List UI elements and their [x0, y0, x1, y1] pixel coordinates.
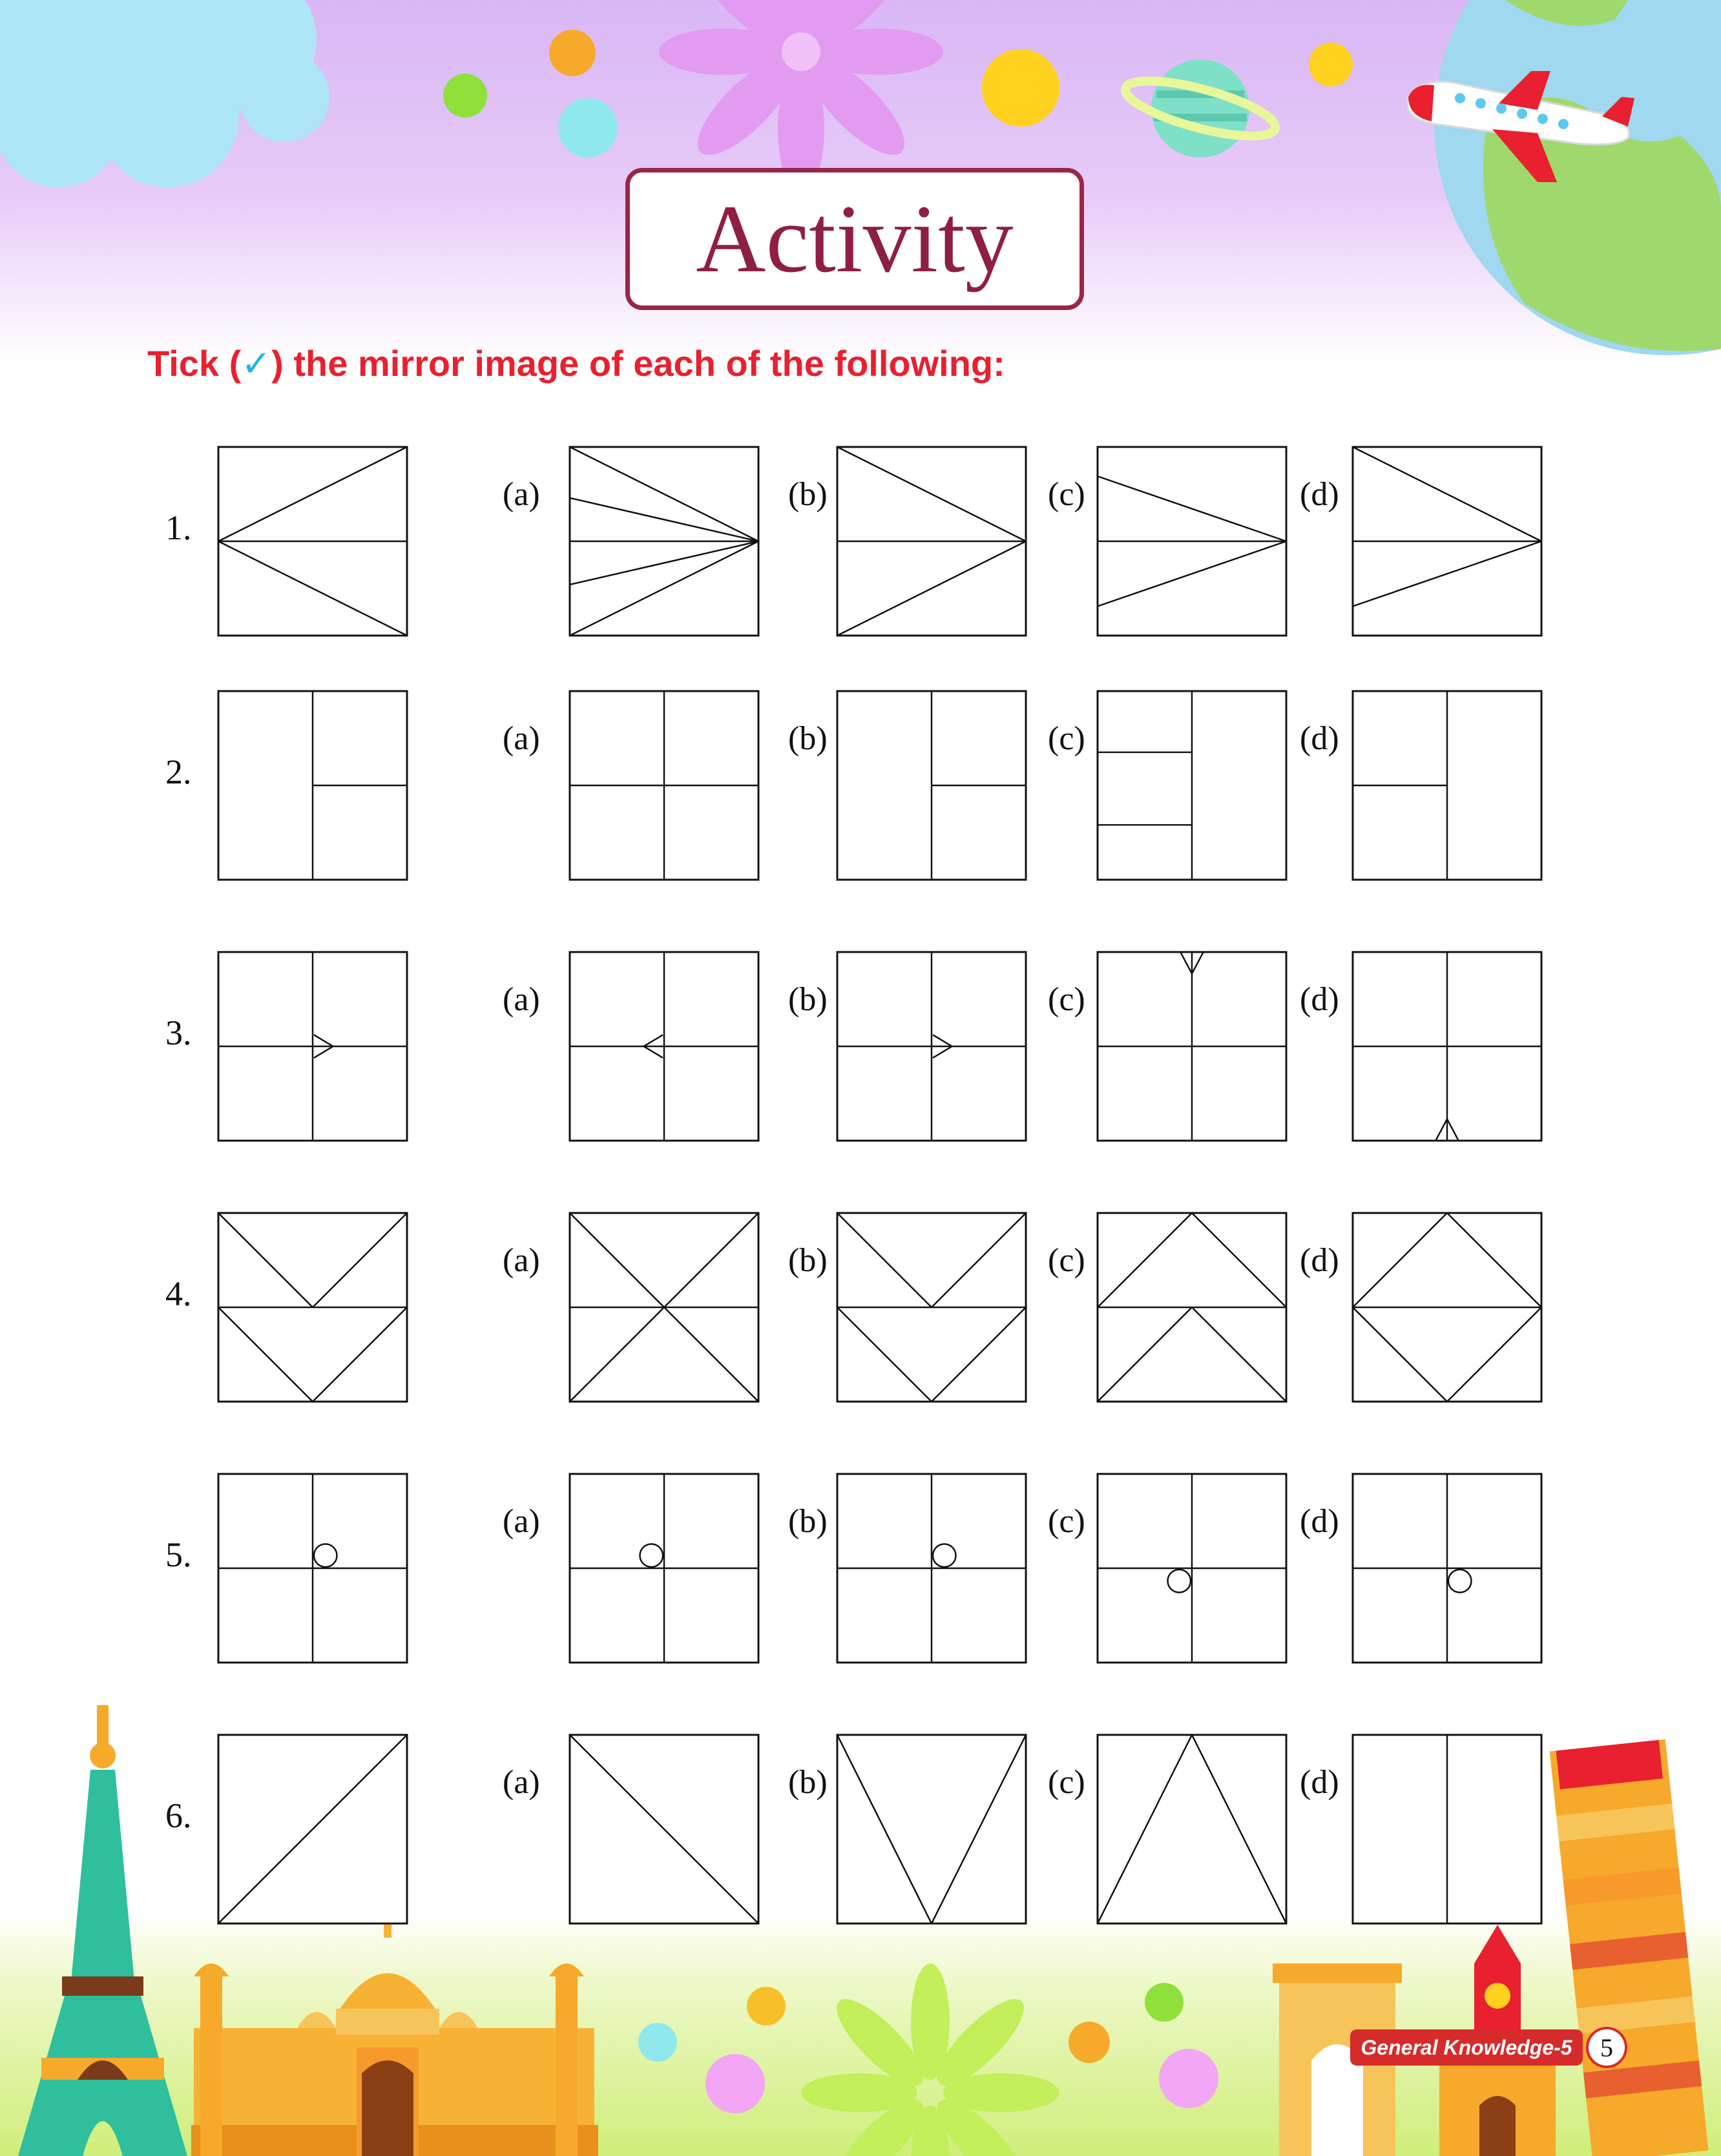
question-number: 2. [165, 752, 192, 791]
question-figure[interactable] [217, 446, 408, 637]
page-number: 5 [1586, 2027, 1627, 2068]
option-figure[interactable] [568, 1734, 760, 1925]
option-figure[interactable] [836, 1212, 1027, 1403]
option-figure[interactable] [568, 1212, 760, 1403]
question-number: 3. [165, 1013, 192, 1052]
figure-circle [640, 1544, 663, 1568]
question-figure[interactable] [217, 1734, 408, 1925]
option-label: (c) [1048, 981, 1085, 1018]
option-figure[interactable] [568, 951, 760, 1142]
question-number: 6. [165, 1796, 192, 1835]
question-figure[interactable] [217, 1473, 408, 1664]
option-figure[interactable] [836, 1473, 1027, 1664]
option-label: (b) [788, 476, 828, 513]
option-figure[interactable] [1351, 1212, 1543, 1403]
figure-circle [933, 1544, 956, 1568]
option-figure[interactable] [1351, 1473, 1543, 1664]
option-label: (d) [1300, 1503, 1339, 1540]
option-label: (d) [1300, 1242, 1339, 1279]
question-number: 5. [165, 1535, 192, 1574]
option-figure[interactable] [836, 690, 1027, 881]
question-figure[interactable] [217, 690, 408, 881]
option-figure[interactable] [836, 446, 1027, 637]
option-figure[interactable] [1351, 446, 1543, 637]
option-label: (d) [1300, 476, 1339, 513]
figure-circle [1168, 1570, 1191, 1593]
figure-circle [314, 1544, 337, 1568]
option-figure[interactable] [568, 446, 760, 637]
book-title-badge: General Knowledge-5 [1350, 2029, 1583, 2066]
option-label: (a) [503, 720, 540, 757]
option-label: (d) [1300, 1764, 1339, 1801]
option-label: (c) [1048, 1242, 1085, 1279]
option-figure[interactable] [1096, 1473, 1288, 1664]
option-label: (a) [503, 1764, 540, 1801]
option-label: (a) [503, 981, 540, 1018]
option-figure[interactable] [1096, 1734, 1288, 1925]
option-label: (d) [1300, 720, 1339, 757]
option-label: (a) [503, 1503, 540, 1540]
option-label: (a) [503, 1242, 540, 1279]
question-figure[interactable] [217, 1212, 408, 1403]
option-label: (c) [1048, 476, 1085, 513]
option-label: (d) [1300, 981, 1339, 1018]
option-label: (b) [788, 981, 828, 1018]
question-number: 4. [165, 1274, 192, 1313]
option-label: (a) [503, 476, 540, 513]
option-label: (c) [1048, 720, 1085, 757]
option-figure[interactable] [1096, 951, 1288, 1142]
option-figure[interactable] [1096, 1212, 1288, 1403]
option-figure[interactable] [836, 951, 1027, 1142]
figure-border [837, 1735, 1026, 1923]
option-figure[interactable] [1351, 951, 1543, 1142]
option-label: (b) [788, 1503, 828, 1540]
option-label: (b) [788, 720, 828, 757]
option-figure[interactable] [1351, 1734, 1543, 1925]
page-title: Activity [696, 185, 1014, 293]
figure-circle [1448, 1570, 1472, 1593]
option-figure[interactable] [1096, 690, 1288, 881]
instruction-prefix: Tick ( [147, 343, 242, 384]
option-figure[interactable] [1096, 446, 1288, 637]
tick-icon: ✓ [241, 343, 272, 384]
option-label: (b) [788, 1242, 828, 1279]
figure-border [1098, 1735, 1286, 1923]
question-number: 1. [165, 508, 192, 547]
option-label: (c) [1048, 1503, 1085, 1540]
option-figure[interactable] [568, 1473, 760, 1664]
option-figure[interactable] [568, 690, 760, 881]
question-figure[interactable] [217, 951, 408, 1142]
option-figure[interactable] [836, 1734, 1027, 1925]
option-figure[interactable] [1351, 690, 1543, 881]
instruction-suffix: ) the mirror image of each of the following: [271, 343, 1005, 384]
option-label: (c) [1048, 1764, 1085, 1801]
option-label: (b) [788, 1764, 828, 1801]
